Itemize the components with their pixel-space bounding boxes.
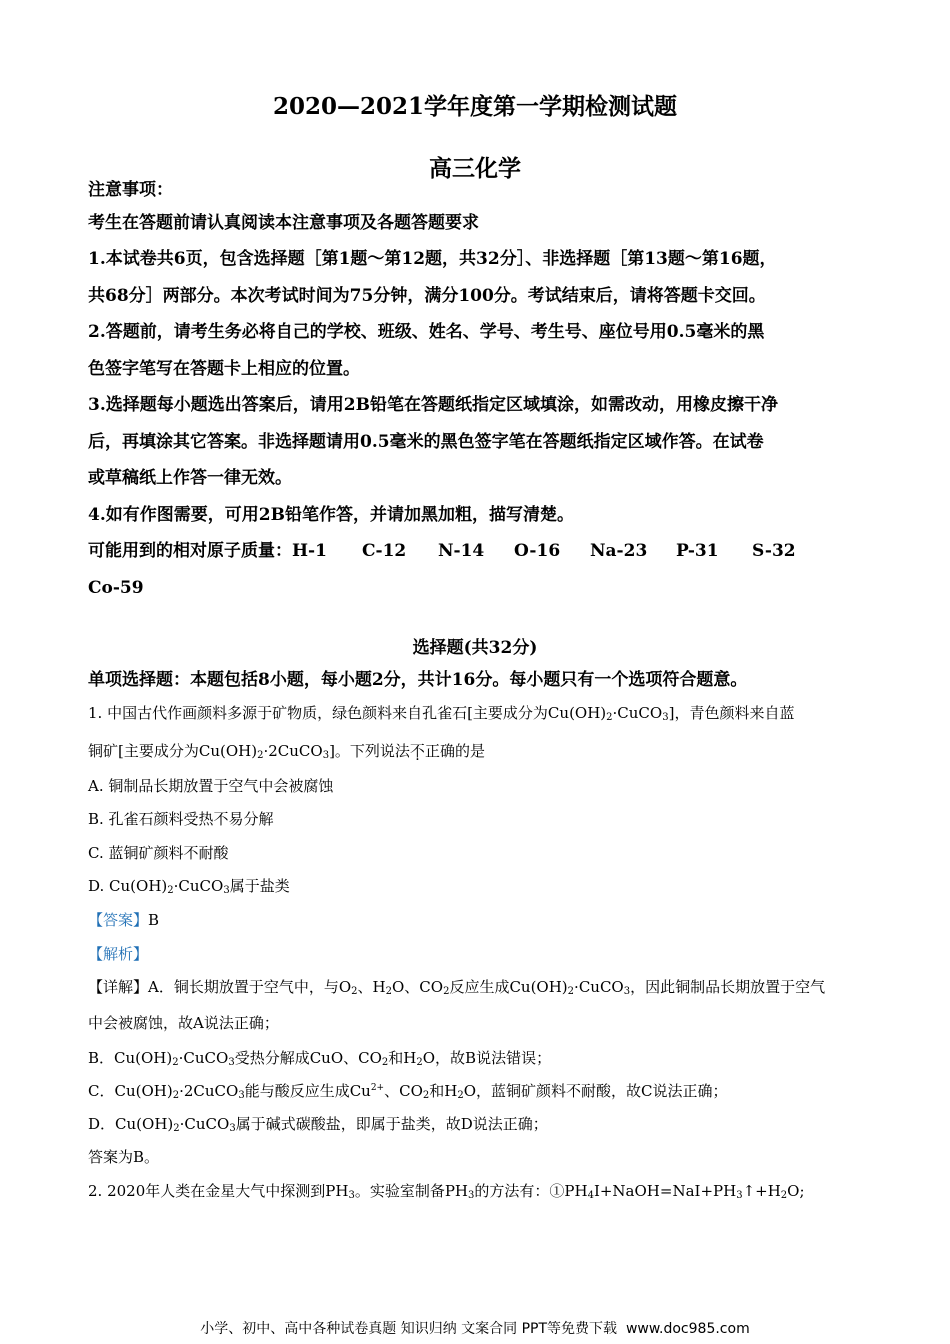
section-instruction: 单项选择题：本题包括8小题，每小题2分，共计16分。每小题只有一个选项符合题意。 xyxy=(88,670,748,690)
q1-detail-c: C．$Cu(OH)_2\cdot 2CuCO_3$能与酸反应生成$Cu^{2+}$、$CO_2$和$H_2O$，蓝铜矿颜料不耐酸，故C说法正确； xyxy=(88,1082,728,1101)
mass-c: C-12 xyxy=(362,541,407,561)
mass-na: Na-23 xyxy=(590,541,648,561)
q1-option-b: B. 孔雀石颜料受热不易分解 xyxy=(88,810,274,828)
mass-h: H-1 xyxy=(292,541,327,561)
footer-text: 小学、初中、高中各种试卷真题 知识归纳 文案合同 PPT等免费下载 xyxy=(200,1321,618,1337)
exam-title: 2020—2021学年度第一学期检测试题 xyxy=(272,93,678,120)
notice-intro: 考生在答题前请认真阅读本注意事项及各题答题要求 xyxy=(88,212,479,233)
atomic-masses-label: 可能用到的相对原子质量： xyxy=(88,541,292,561)
q1-stem-line2: 铜矿[主要成分为$Cu(OH)_2\cdot 2CuCO_3$]。下列说法不正确的是 xyxy=(88,742,485,761)
q1-detail-line2: 中会被腐蚀，故A说法正确； xyxy=(88,1014,279,1032)
notice-block xyxy=(88,172,878,606)
notice-heading: 注意事项： xyxy=(88,180,173,200)
q1-detail-d: D．$Cu(OH)_2\cdot CuCO_3$属于碱式碳酸盐，即属于盐类，故D说法正确； xyxy=(88,1115,548,1134)
mass-co: Co-59 xyxy=(88,577,144,598)
q1-conclusion: 答案为B。 xyxy=(88,1148,160,1166)
q1-detail-b: B．$Cu(OH)_2\cdot CuCO_3$受热分解成CuO、$CO_2$和$H_2O$，故B说法错误； xyxy=(88,1049,552,1068)
notice-item2-line2: 色签字笔写在答题卡上相应的位置。 xyxy=(88,358,360,379)
notice-item1-line1: 1.本试卷共6页，包含选择题［第1题～第12题，共32分］、非选择题［第13题～第16题， xyxy=(88,249,777,269)
page-footer xyxy=(0,1318,950,1338)
footer-site-link[interactable]: www.doc985.com xyxy=(625,1321,750,1337)
notice-item3-line3: 或草稿纸上作答一律无效。 xyxy=(88,468,292,488)
q1-stem-line1: 1. 中国古代作画颜料多源于矿物质，绿色颜料来自孔雀石[主要成分为$Cu(OH)_2\cdot CuCO_3$]，青色颜料来自蓝 xyxy=(88,704,795,723)
mass-o: O-16 xyxy=(514,541,561,561)
mass-s: S-32 xyxy=(752,541,796,561)
emphasis-not: 不 xyxy=(409,742,425,760)
notice-item4: 4.如有作图需要，可用2B铅笔作答，并请加黑加粗，描写清楚。 xyxy=(88,504,574,525)
notice-item3-line2: 后，再填涂其它答案。非选择题请用0.5毫米的黑色签字笔在答题纸指定区域作答。在试卷 xyxy=(88,431,764,452)
q1-answer xyxy=(88,909,159,930)
mass-p: P-31 xyxy=(676,541,719,561)
notice-item2-line1: 2.答题前，请考生务必将自己的学校、班级、姓名、学号、考生号、座位号用0.5毫米的黑 xyxy=(88,322,765,342)
q1-option-a: A. 铜制品长期放置于空气中会被腐蚀 xyxy=(88,777,334,795)
answer-value: B xyxy=(148,911,160,929)
q1-detail-line1: 【详解】A．铜长期放置于空气中，与$O_2$、$H_2O$、$CO_2$反应生成$Cu(OH)_2\cdot CuCO_3$，因此铜制品长期放置于空气 xyxy=(88,978,826,997)
notice-item1-line2: 共68分］两部分。本次考试时间为75分钟，满分100分。考试结束后，请将答题卡交回。 xyxy=(88,285,766,306)
mass-n: N-14 xyxy=(438,541,485,561)
q1-option-c: C. 蓝铜矿颜料不耐酸 xyxy=(88,844,229,862)
section-title: 选择题(共32分) xyxy=(412,638,538,658)
question-2-stem: 2. 2020年人类在金星大气中探测到$PH_3$。实验室制备$PH_3$的方法有：$①PH_4I+NaOH=NaI+PH_3↑+H_2O$; xyxy=(88,1182,805,1201)
atomic-masses-row xyxy=(88,533,878,570)
q1-option-d: D. $Cu(OH)_2\cdot CuCO_3$属于盐类 xyxy=(88,877,290,896)
notice-item3-line1: 3.选择题每小题选出答案后，请用2B铅笔在答题纸指定区域填涂，如需改动，用橡皮擦干净 xyxy=(88,395,778,415)
q1-analysis-label: 【解析】 xyxy=(88,945,149,963)
answer-label: 【答案】 xyxy=(88,911,149,929)
exam-subject: 高三化学 xyxy=(429,155,521,182)
